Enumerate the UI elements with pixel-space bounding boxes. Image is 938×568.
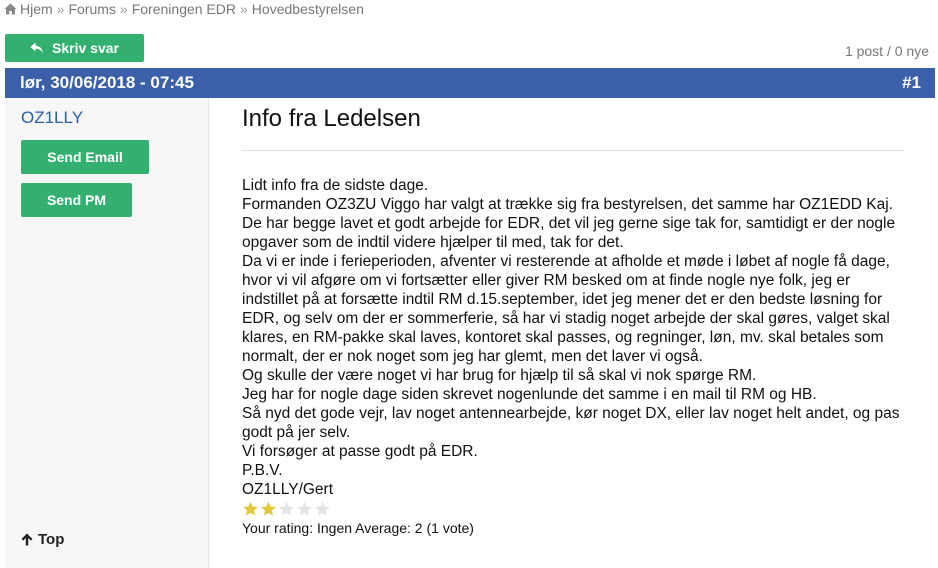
- send-pm-button[interactable]: Send PM: [21, 183, 132, 217]
- post-content: [242, 98, 904, 536]
- back-to-top-link[interactable]: [21, 531, 64, 548]
- body-line: De har begge lavet et godt arbejde for EDR, det vil jeg gerne sige tak for, samtidigt er der nogle opgaver som de indtil videre hjælper til med, tak for det.: [242, 215, 896, 251]
- post-body: [242, 176, 904, 499]
- breadcrumb-separator: »: [240, 1, 248, 17]
- body-line: P.B.V.: [242, 462, 283, 479]
- body-line: OZ1LLY/Gert: [242, 481, 334, 498]
- send-email-button[interactable]: Send Email: [21, 140, 149, 174]
- breadcrumb-link-home[interactable]: Hjem: [20, 1, 53, 17]
- author-name-link[interactable]: OZ1LLY: [21, 108, 84, 127]
- body-line: Da vi er inde i ferieperioden, afventer vi resterende at afholde et møde i løbet af nogle få dage, hvor vi vil afgøre om vi fortsætter eller giver RM besked om at finde nogle nye folk, jeg er indstillet på at forsætte indtil RM d.15.september, idet jeg mener det er den bedste løsning for EDR, og selv om der er sommerferie, så har vi stadig noget arbejde der skal gøres, valget skal klares, en RM-pakke skal laves, kontoret skal passes, og regninger, løn, mv. skal betales som normalt, der er nok noget som jeg har glemt, men det laver vi også.: [242, 253, 890, 365]
- breadcrumb-link-foreningen-edr[interactable]: Foreningen EDR: [131, 1, 236, 17]
- title-divider: [242, 150, 904, 151]
- rating-summary: Your rating: Ingen Average: 2 (1 vote): [242, 520, 474, 536]
- body-line: Formanden OZ3ZU Viggo har valgt at trække sig fra bestyrelsen, det samme har OZ1EDD Kaj.: [242, 196, 893, 213]
- breadcrumb: [4, 1, 364, 17]
- reply-icon: [30, 42, 44, 54]
- star-icon[interactable]: [242, 501, 259, 517]
- body-line: Så nyd det gode vejr, lav noget antennearbejde, kør noget DX, eller lav noget helt andet, og pas godt på jer selv.: [242, 405, 900, 441]
- body-line: Lidt info fra de sidste dage.: [242, 177, 429, 194]
- author-sidebar: [5, 98, 209, 568]
- body-line: Jeg har for nogle dage siden skrevet nogenlunde det samme i en mail til RM og HB.: [242, 386, 817, 403]
- post-date: lør, 30/06/2018 - 07:45: [20, 73, 194, 92]
- post-number-link[interactable]: #1: [902, 73, 921, 92]
- reply-button-label: Skriv svar: [52, 40, 119, 56]
- star-icon[interactable]: [296, 501, 313, 517]
- breadcrumb-link-hovedbestyrelsen[interactable]: Hovedbestyrelsen: [251, 1, 364, 17]
- rating-widget[interactable]: [242, 500, 904, 518]
- star-icon[interactable]: [278, 501, 295, 517]
- top-link-label: Top: [38, 531, 65, 548]
- arrow-up-icon: [21, 533, 33, 546]
- post-header: [5, 68, 935, 98]
- post-count: 1 post / 0 nye: [844, 43, 929, 59]
- star-icon[interactable]: [314, 501, 331, 517]
- reply-button[interactable]: [5, 34, 144, 62]
- body-line: Og skulle der være noget vi har brug for hjælp til så skal vi nok spørge RM.: [242, 367, 757, 384]
- breadcrumb-link-forums[interactable]: Forums: [68, 1, 116, 17]
- star-icon[interactable]: [260, 501, 277, 517]
- post-title: Info fra Ledelsen: [242, 105, 421, 132]
- body-line: Vi forsøger at passe godt på EDR.: [242, 443, 478, 460]
- breadcrumb-separator: »: [56, 1, 65, 17]
- home-icon: [4, 3, 17, 15]
- breadcrumb-separator: »: [119, 1, 128, 17]
